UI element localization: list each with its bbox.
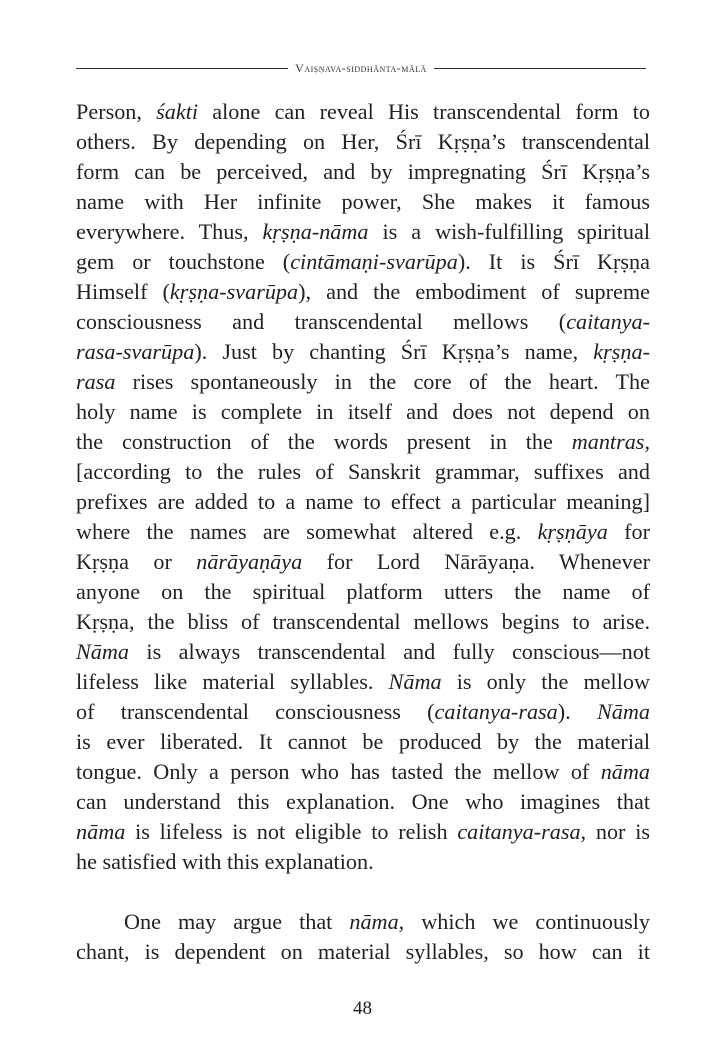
- text-line: One may argue that nāma, which we continuously: [124, 909, 650, 934]
- header-rule-left: [76, 68, 288, 69]
- paragraph: [76, 97, 650, 877]
- text-line: Kṛṣṇa or nārāyaṇāya for Lord Nārāyaṇa. Whenever: [76, 549, 650, 574]
- body-text: [76, 97, 650, 967]
- text-line: anyone on the spiritual platform utters the name of: [76, 579, 650, 604]
- text-line: gem or touchstone (cintāmaṇi-svarūpa). It is Śrī Kṛṣṇa: [76, 249, 650, 274]
- text-line: can understand this explanation. One who imagines that: [76, 789, 650, 814]
- text-line: nāma is lifeless is not eligible to relish caitanya-rasa, nor is: [76, 819, 650, 844]
- text-line: consciousness and transcendental mellows (caitanya-: [76, 309, 650, 334]
- text-line: Himself (kṛṣṇa-svarūpa), and the embodiment of supreme: [76, 279, 650, 304]
- text-line: Kṛṣṇa, the bliss of transcendental mellows begins to arise.: [76, 609, 650, 634]
- paragraph-gap: [76, 877, 650, 907]
- running-title: Vaiṣṇava-siddhānta-mālā: [295, 60, 427, 75]
- text-line: he satisfied with this explanation.: [76, 849, 374, 874]
- text-line: everywhere. Thus, kṛṣṇa-nāma is a wish-fulfilling spiritual: [76, 219, 650, 244]
- text-line: is ever liberated. It cannot be produced by the material: [76, 729, 650, 754]
- text-line: holy name is complete in itself and does not depend on: [76, 399, 650, 424]
- paragraph: [76, 907, 650, 967]
- text-line: Person, śakti alone can reveal His transcendental form to: [76, 99, 650, 124]
- text-line: where the names are somewhat altered e.g. kṛṣṇāya for: [76, 519, 650, 544]
- text-line: Nāma is always transcendental and fully conscious—not: [76, 639, 650, 664]
- text-line: name with Her infinite power, She makes it famous: [76, 189, 650, 214]
- text-line: rasa-svarūpa). Just by chanting Śrī Kṛṣṇa’s name, kṛṣṇa-: [76, 339, 650, 364]
- header-rule-right: [434, 68, 646, 69]
- page-number: 48: [353, 998, 372, 1019]
- text-line: [according to the rules of Sanskrit grammar, suffixes and: [76, 459, 650, 484]
- text-line: tongue. Only a person who has tasted the mellow of nāma: [76, 759, 650, 784]
- text-line: prefixes are added to a name to effect a particular meaning]: [76, 489, 650, 514]
- text-line: others. By depending on Her, Śrī Kṛṣṇa’s transcendental: [76, 129, 650, 154]
- text-line: rasa rises spontaneously in the core of the heart. The: [76, 369, 650, 394]
- text-line: of transcendental consciousness (caitanya-rasa). Nāma: [76, 699, 650, 724]
- running-header: [76, 59, 646, 77]
- text-line: form can be perceived, and by impregnating Śrī Kṛṣṇa’s: [76, 159, 650, 184]
- text-line: chant, is dependent on material syllables, so how can it: [76, 939, 650, 964]
- text-line: the construction of the words present in the mantras,: [76, 429, 650, 454]
- text-line: lifeless like material syllables. Nāma is only the mellow: [76, 669, 650, 694]
